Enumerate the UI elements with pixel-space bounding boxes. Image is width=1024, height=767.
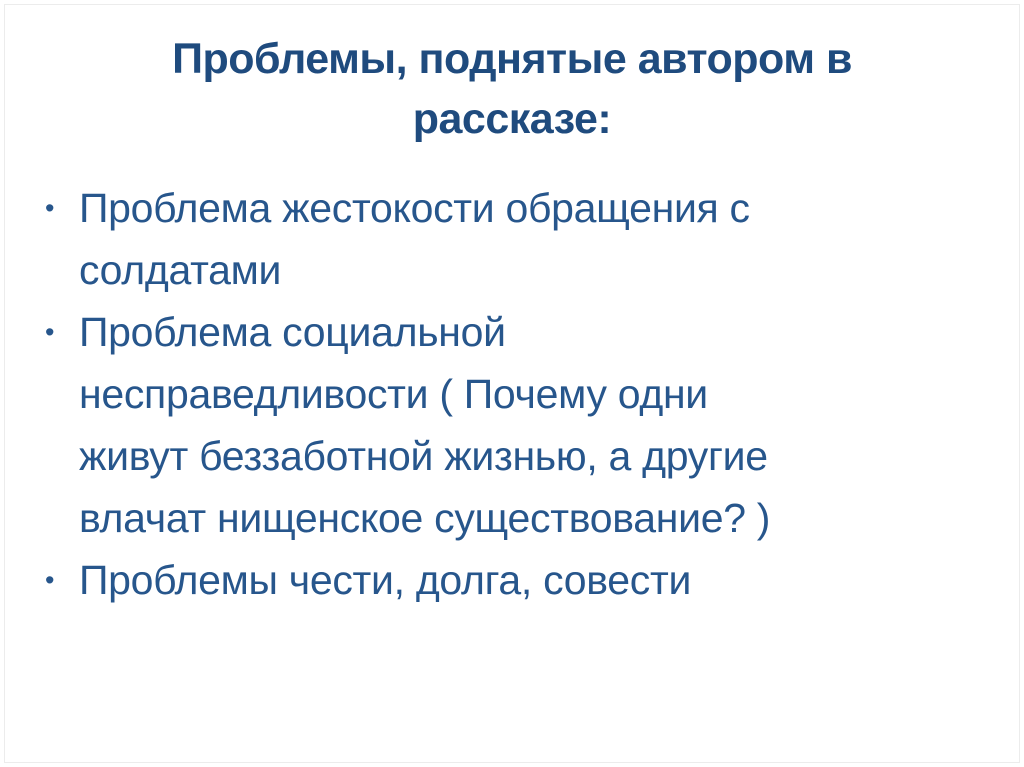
bullet-text [79, 177, 985, 301]
bullet-icon: • [45, 193, 55, 223]
list-item [39, 301, 985, 549]
bullet-icon: • [45, 565, 55, 595]
slide-title-line: Проблемы, поднятые автором в [172, 35, 852, 83]
bullet-text-line: влачат нищенское существование? ) [79, 495, 771, 541]
bullet-text [79, 301, 985, 549]
slide-title [79, 29, 945, 149]
bullet-list [39, 177, 985, 611]
bullet-text-line: солдатами [79, 247, 282, 293]
bullet-text-line: Проблема жестокости обращения с [79, 185, 750, 231]
slide [4, 4, 1020, 763]
bullet-text-line: Проблемы чести, долга, совести [79, 557, 692, 603]
list-item [39, 177, 985, 301]
slide-title-line: рассказе: [412, 95, 612, 143]
bullet-icon: • [45, 317, 55, 347]
bullet-text-line: несправедливости ( Почему одни [79, 371, 708, 417]
bullet-text-line: живут беззаботной жизнью, а другие [79, 433, 768, 479]
bullet-text-line: Проблема социальной [79, 309, 506, 355]
bullet-text [79, 549, 985, 611]
list-item [39, 549, 985, 611]
